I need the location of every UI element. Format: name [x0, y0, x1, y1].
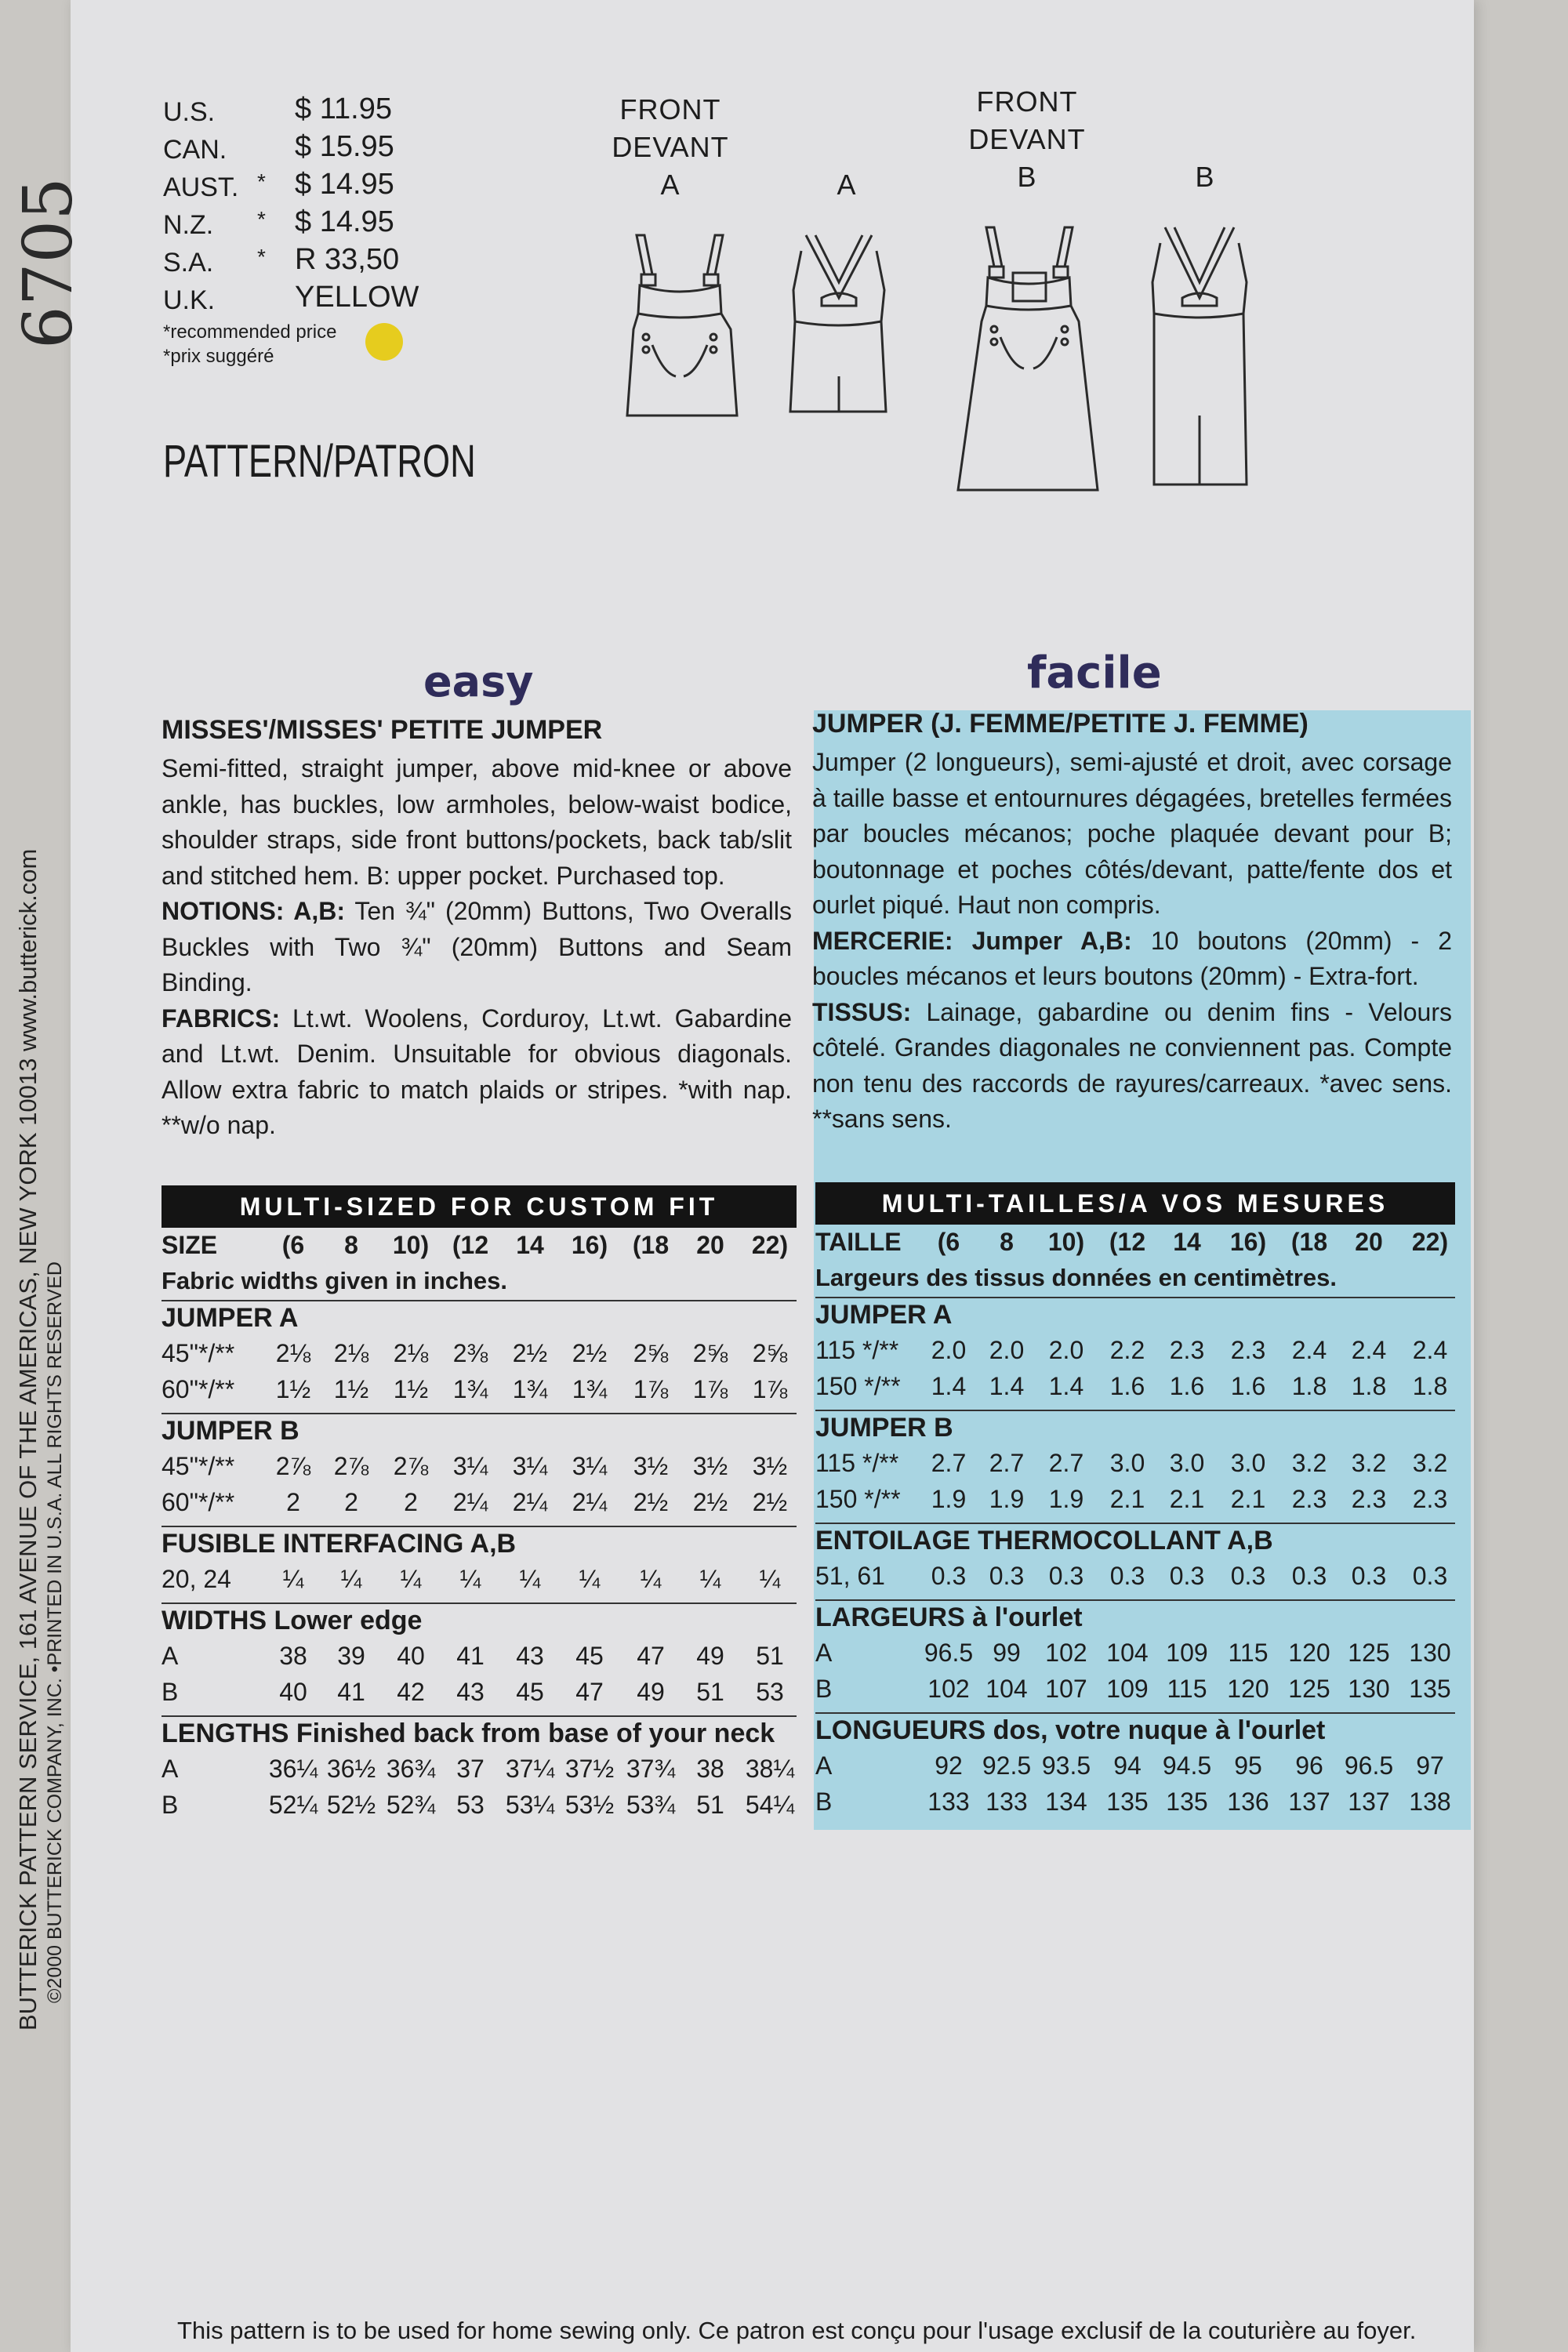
size-value: 22) — [1411, 1228, 1449, 1256]
table-cell: 1.9 — [931, 1485, 967, 1513]
table-cell: 3¼ — [572, 1452, 608, 1480]
table-cell: 130 — [1409, 1639, 1451, 1667]
table-cell: 1½ — [393, 1375, 429, 1403]
size-value: 14 — [1173, 1228, 1201, 1256]
table-cell: 1.4 — [931, 1372, 967, 1400]
table-cell: 134 — [1045, 1788, 1087, 1816]
size-label: SIZE — [162, 1231, 218, 1259]
table-cell: 39 — [337, 1642, 365, 1670]
table-header-bar: MULTI-TAILLES/A VOS MESURES — [815, 1182, 1455, 1225]
table-cell: 2½ — [633, 1488, 669, 1516]
table-divider — [162, 1715, 797, 1717]
table-row — [815, 1788, 1455, 1822]
table-cell: 0.3 — [989, 1562, 1025, 1590]
table-cell: 38 — [279, 1642, 307, 1670]
footer-note: This pattern is to be used for home sewing only. Ce patron est conçu pour l'usage exclusif de la couturière au foyer. — [177, 2317, 1417, 2344]
size-value: 16) — [1229, 1228, 1267, 1256]
table-cell: 133 — [927, 1788, 970, 1816]
table-row — [162, 1339, 797, 1374]
table-cell: 36¼ — [268, 1755, 318, 1783]
table-cell: 52¾ — [386, 1791, 436, 1819]
row-label: 20, 24 — [162, 1565, 231, 1593]
table-cell: 1.8 — [1412, 1372, 1448, 1400]
table-cell: 109 — [1166, 1639, 1208, 1667]
table-cell: 38 — [696, 1755, 724, 1783]
row-label: B — [162, 1791, 179, 1819]
table-row — [162, 1452, 797, 1486]
size-value: 10) — [1047, 1228, 1085, 1256]
row-label: B — [815, 1675, 833, 1703]
table-cell: 3.2 — [1412, 1449, 1448, 1477]
table-divider — [162, 1526, 797, 1527]
table-cell: 2⅞ — [275, 1452, 311, 1480]
price-row — [163, 168, 445, 205]
table-cell: 94.5 — [1162, 1751, 1212, 1780]
size-value: 20 — [696, 1231, 724, 1259]
table-cell: 2.0 — [989, 1336, 1025, 1364]
table-cell: 2.4 — [1291, 1336, 1327, 1364]
size-value: 10) — [392, 1231, 430, 1259]
table-divider — [815, 1410, 1455, 1411]
table-cell: 2.3 — [1351, 1485, 1387, 1513]
table-cell: 1.4 — [1048, 1372, 1084, 1400]
table-cell: 1.9 — [1048, 1485, 1084, 1513]
price-country: N.Z. — [163, 210, 214, 240]
title-en: MISSES'/MISSES' PETITE JUMPER — [162, 715, 603, 745]
table-cell: 2⅝ — [752, 1339, 788, 1367]
table-cell: 2⅞ — [393, 1452, 429, 1480]
table-cell: 133 — [985, 1788, 1028, 1816]
table-row — [162, 1791, 797, 1825]
table-cell: 1½ — [275, 1375, 311, 1403]
copyright-line: ©2000 BUTTERICK COMPANY, INC. •PRINTED IN U.S.A. ALL RIGHTS RESERVED — [44, 1261, 66, 2003]
jumper-b-back-sketch — [1152, 227, 1247, 485]
table-cell: 2⅞ — [333, 1452, 369, 1480]
table-cell: 3.2 — [1291, 1449, 1327, 1477]
table-cell: 2.4 — [1412, 1336, 1448, 1364]
table-cell: 2⅛ — [275, 1339, 311, 1367]
table-cell: 53 — [456, 1791, 485, 1819]
table-cell: 52¼ — [268, 1791, 318, 1819]
table-cell: 51 — [696, 1678, 724, 1706]
table-cell: ¼ — [340, 1565, 362, 1593]
table-row — [815, 1639, 1455, 1673]
table-cell: 45 — [575, 1642, 604, 1670]
table-row — [815, 1336, 1455, 1370]
table-cell: 53 — [756, 1678, 784, 1706]
table-divider — [815, 1297, 1455, 1298]
table-cell: 2 — [404, 1488, 418, 1516]
description-fr: Jumper (2 longueurs), semi-ajusté et droit, avec corsage à taille basse et entournures dégagées, bretelles fermées par boucles mécanos; poche plaquée devant pour B; boutonnage et poches côtés/devant, patte/fente dos et ourlet piqué. Haut non compris. MERCERIE: Jumper A,B: 10 boutons (20mm) - 2 boucles mécanos et leurs boutons (20mm) - Extra-fort. TISSUS: Lainage, gabardine ou denim fins - Velours côtelé. Grandes diagonales ne conviennent pas. Compte non tenu des raccords de rayures/carreaux. *avec sens. **sans sens. — [812, 748, 1453, 1133]
table-cell: 2⅜ — [452, 1339, 488, 1367]
table-cell: 2.7 — [931, 1449, 967, 1477]
table-cell: 53½ — [564, 1791, 615, 1819]
table-cell: 37¾ — [626, 1755, 676, 1783]
table-cell: 1¾ — [452, 1375, 488, 1403]
table-cell: 93.5 — [1041, 1751, 1091, 1780]
table-cell: 0.3 — [1412, 1562, 1448, 1590]
price-value: $ 14.95 — [295, 168, 394, 201]
table-cell: 2.4 — [1351, 1336, 1387, 1364]
table-cell: 137 — [1348, 1788, 1390, 1816]
table-cell: ¼ — [282, 1565, 304, 1593]
description-en: Semi-fitted, straight jumper, above mid-knee or above ankle, has buckles, low armholes, below-waist bodice, shoulder straps, side front buttons/pockets, back tab/slit and stitched hem. B: upper pocket. Purchased top. NOTIONS: A,B: Ten ¾" (20mm) Buttons, Two Overalls Buckles with Two ¾" (20mm) Buttons and Seam Binding. FABRICS: Lt.wt. Woolens, Corduroy, Lt.wt. Gabardine and Lt.wt. Denim. Unsuitable for obvious diagonals. Allow extra fabric to match plaids or stripes. *with nap. **w/o nap. — [162, 754, 793, 1139]
table-cell: 49 — [637, 1678, 665, 1706]
table-cell: ¼ — [759, 1565, 781, 1593]
table-cell: ¼ — [579, 1565, 601, 1593]
fabric-width-note: Largeurs des tissus données en centimètres. — [815, 1264, 1338, 1291]
table-cell: 0.3 — [931, 1562, 967, 1590]
price-row — [163, 205, 445, 243]
table-cell: 1.6 — [1109, 1372, 1145, 1400]
price-country: AUST. — [163, 172, 239, 202]
table-cell: 3.0 — [1109, 1449, 1145, 1477]
table-group-title: JUMPER B — [162, 1416, 299, 1446]
table-cell: 138 — [1409, 1788, 1451, 1816]
price-row — [163, 130, 445, 168]
table-group-title: JUMPER A — [162, 1303, 299, 1333]
title-fr: JUMPER (J. FEMME/PETITE J. FEMME) — [812, 709, 1308, 739]
table-cell: 2⅝ — [692, 1339, 728, 1367]
price-value: $ 11.95 — [295, 93, 392, 125]
table-cell: 120 — [1227, 1675, 1269, 1703]
table-divider — [162, 1413, 797, 1414]
price-country: S.A. — [163, 248, 214, 278]
table-row — [162, 1375, 797, 1410]
table-cell: 42 — [397, 1678, 425, 1706]
table-cell: 3¼ — [512, 1452, 548, 1480]
table-cell: 45 — [516, 1678, 544, 1706]
table-cell: 37¼ — [505, 1755, 555, 1783]
table-cell: 2.0 — [931, 1336, 967, 1364]
table-cell: 125 — [1348, 1639, 1390, 1667]
price-row — [163, 93, 445, 130]
row-label: 115 */** — [815, 1336, 899, 1364]
table-cell: 2.1 — [1109, 1485, 1145, 1513]
table-group-title: JUMPER B — [815, 1413, 953, 1443]
table-cell: 1.9 — [989, 1485, 1025, 1513]
table-cell: 40 — [279, 1678, 307, 1706]
table-cell: 53¾ — [626, 1791, 676, 1819]
table-cell: 49 — [696, 1642, 724, 1670]
table-row — [815, 1485, 1455, 1519]
jumper-a-back-sketch — [790, 235, 886, 412]
table-cell: 3.2 — [1351, 1449, 1387, 1477]
table-row — [815, 1675, 1455, 1709]
table-cell: 92.5 — [982, 1751, 1032, 1780]
table-row — [162, 1565, 797, 1599]
table-group-title: LONGUEURS dos, votre nuque à l'ourlet — [815, 1715, 1326, 1745]
size-value: (6 — [937, 1228, 960, 1256]
table-row — [162, 1488, 797, 1523]
table-cell: 2.3 — [1412, 1485, 1448, 1513]
table-group-title: LARGEURS à l'ourlet — [815, 1602, 1083, 1632]
table-cell: 107 — [1045, 1675, 1087, 1703]
size-row — [815, 1228, 1455, 1262]
table-cell: 2¼ — [452, 1488, 488, 1516]
table-cell: ¼ — [699, 1565, 721, 1593]
table-group-title: WIDTHS Lower edge — [162, 1606, 423, 1635]
table-cell: 125 — [1288, 1675, 1330, 1703]
table-cell: 96.5 — [1344, 1751, 1394, 1780]
table-cell: 2¼ — [572, 1488, 608, 1516]
table-cell: 1½ — [333, 1375, 369, 1403]
row-label: 51, 61 — [815, 1562, 885, 1590]
price-value: YELLOW — [295, 281, 419, 314]
row-label: B — [162, 1678, 179, 1706]
table-cell: 96 — [1295, 1751, 1323, 1780]
table-cell: 102 — [927, 1675, 970, 1703]
price-star: * — [257, 169, 266, 194]
table-cell: 0.3 — [1169, 1562, 1205, 1590]
table-cell: 41 — [456, 1642, 485, 1670]
price-star: * — [257, 245, 266, 269]
size-value: 8 — [1000, 1228, 1014, 1256]
size-value: (6 — [281, 1231, 305, 1259]
table-row — [815, 1562, 1455, 1596]
fabric-width-note: Fabric widths given in inches. — [162, 1267, 507, 1294]
row-label: A — [162, 1642, 179, 1670]
size-value: (12 — [1109, 1228, 1146, 1256]
size-value: (18 — [632, 1231, 670, 1259]
price-country: U.K. — [163, 285, 216, 315]
row-label: A — [815, 1751, 833, 1780]
table-cell: 95 — [1234, 1751, 1262, 1780]
table-cell: 36½ — [326, 1755, 376, 1783]
table-cell: 102 — [1045, 1639, 1087, 1667]
size-value: 8 — [344, 1231, 358, 1259]
table-cell: 3½ — [752, 1452, 788, 1480]
publisher-address: BUTTERICK PATTERN SERVICE, 161 AVENUE OF THE AMERICAS, NEW YORK 10013 www.butterick.com — [14, 848, 42, 2031]
table-cell: 37½ — [564, 1755, 615, 1783]
table-cell: 2½ — [512, 1339, 548, 1367]
table-cell: 96.5 — [924, 1639, 974, 1667]
level-en: easy — [423, 657, 534, 706]
size-row — [162, 1231, 797, 1265]
table-cell: 1⅞ — [633, 1375, 669, 1403]
row-label: 60"*/** — [162, 1375, 235, 1403]
table-cell: 97 — [1416, 1751, 1444, 1780]
jumper-a-front-sketch — [627, 235, 737, 416]
size-label: TAILLE — [815, 1228, 902, 1256]
table-cell: 2.0 — [1048, 1336, 1084, 1364]
table-cell: ¼ — [400, 1565, 422, 1593]
table-cell: 1.8 — [1291, 1372, 1327, 1400]
table-cell: 1.6 — [1169, 1372, 1205, 1400]
table-cell: 2.3 — [1291, 1485, 1327, 1513]
table-cell: 2 — [286, 1488, 300, 1516]
table-cell: 2⅛ — [393, 1339, 429, 1367]
table-row — [815, 1751, 1455, 1786]
table-cell: 2⅝ — [633, 1339, 669, 1367]
table-cell: 92 — [935, 1751, 963, 1780]
table-cell: 135 — [1409, 1675, 1451, 1703]
table-divider — [162, 1602, 797, 1604]
price-value: $ 15.95 — [295, 130, 394, 163]
size-value: (12 — [452, 1231, 489, 1259]
table-cell: 0.3 — [1291, 1562, 1327, 1590]
table-cell: 3¼ — [452, 1452, 488, 1480]
table-cell: 1.6 — [1230, 1372, 1266, 1400]
price-star: * — [257, 207, 266, 231]
table-cell: 47 — [575, 1678, 604, 1706]
table-cell: 2½ — [572, 1339, 608, 1367]
table-cell: 3½ — [692, 1452, 728, 1480]
table-cell: 1¾ — [572, 1375, 608, 1403]
table-divider — [162, 1300, 797, 1301]
table-cell: 2 — [344, 1488, 358, 1516]
row-label: A — [162, 1755, 179, 1783]
price-value: $ 14.95 — [295, 205, 394, 238]
table-group-title: FUSIBLE INTERFACING A,B — [162, 1529, 517, 1559]
table-cell: 120 — [1288, 1639, 1330, 1667]
view-label-back-b: B — [1195, 161, 1215, 193]
table-cell: 40 — [397, 1642, 425, 1670]
table-row — [162, 1642, 797, 1676]
size-value: (18 — [1290, 1228, 1328, 1256]
pattern-number: 6705 — [9, 177, 88, 349]
table-cell: 2.7 — [989, 1449, 1025, 1477]
yellow-dot-icon — [365, 323, 403, 361]
row-label: 45"*/** — [162, 1452, 235, 1480]
table-cell: 52½ — [326, 1791, 376, 1819]
jumper-b-front-sketch — [958, 227, 1098, 490]
size-value: 20 — [1355, 1228, 1383, 1256]
table-row — [162, 1755, 797, 1789]
table-cell: 51 — [756, 1642, 784, 1670]
row-label: 60"*/** — [162, 1488, 235, 1516]
table-cell: 1¾ — [512, 1375, 548, 1403]
table-cell: 53¼ — [505, 1791, 555, 1819]
price-row — [163, 243, 445, 281]
row-label: A — [815, 1639, 833, 1667]
table-cell: 3.0 — [1230, 1449, 1266, 1477]
table-cell: 0.3 — [1351, 1562, 1387, 1590]
table-cell: 3½ — [633, 1452, 669, 1480]
size-value: 16) — [571, 1231, 608, 1259]
table-cell: 115 — [1167, 1675, 1207, 1703]
table-cell: 1.8 — [1351, 1372, 1387, 1400]
table-divider — [815, 1712, 1455, 1714]
table-cell: 2.3 — [1230, 1336, 1266, 1364]
table-cell: 2¼ — [512, 1488, 548, 1516]
row-label: 150 */** — [815, 1485, 901, 1513]
table-cell: 135 — [1166, 1788, 1208, 1816]
table-cell: 2.1 — [1230, 1485, 1266, 1513]
garment-sketches — [596, 220, 1301, 502]
table-group-title: ENTOILAGE THERMOCOLLANT A,B — [815, 1526, 1273, 1555]
table-cell: 104 — [1106, 1639, 1149, 1667]
table-row — [815, 1372, 1455, 1406]
table-group-title: JUMPER A — [815, 1300, 953, 1330]
table-divider — [815, 1599, 1455, 1601]
table-cell: ¼ — [459, 1565, 481, 1593]
table-cell: 130 — [1348, 1675, 1390, 1703]
price-country: U.S. — [163, 97, 216, 127]
table-cell: 2.7 — [1048, 1449, 1084, 1477]
table-cell: 36¾ — [386, 1755, 436, 1783]
size-value: 14 — [516, 1231, 544, 1259]
table-cell: 1⅞ — [692, 1375, 728, 1403]
table-cell: 115 — [1228, 1639, 1269, 1667]
table-cell: 51 — [696, 1791, 724, 1819]
table-cell: ¼ — [640, 1565, 662, 1593]
table-row — [162, 1678, 797, 1712]
price-country: CAN. — [163, 135, 227, 165]
view-label-front-a: FRONT DEVANT A — [612, 93, 729, 201]
table-cell: 0.3 — [1048, 1562, 1084, 1590]
table-cell: 94 — [1113, 1751, 1142, 1780]
table-header-bar: MULTI-SIZED FOR CUSTOM FIT — [162, 1185, 797, 1228]
row-label: 150 */** — [815, 1372, 901, 1400]
table-cell: 2½ — [752, 1488, 788, 1516]
view-label-back-a: A — [837, 169, 857, 201]
table-cell: 1.4 — [989, 1372, 1025, 1400]
table-cell: 136 — [1227, 1788, 1269, 1816]
table-cell: 0.3 — [1109, 1562, 1145, 1590]
table-cell: 137 — [1288, 1788, 1330, 1816]
price-note-en: *recommended price — [163, 321, 337, 343]
table-cell: 47 — [637, 1642, 665, 1670]
table-cell: 43 — [516, 1642, 544, 1670]
price-value: R 33,50 — [295, 243, 400, 276]
table-divider — [815, 1523, 1455, 1524]
table-cell: 109 — [1106, 1675, 1149, 1703]
table-cell: 41 — [337, 1678, 365, 1706]
price-note-fr: *prix suggéré — [163, 346, 274, 367]
level-fr: facile — [1027, 648, 1162, 699]
table-cell: 2.1 — [1169, 1485, 1205, 1513]
table-group-title: LENGTHS Finished back from base of your neck — [162, 1719, 775, 1748]
table-cell: 2.3 — [1169, 1336, 1205, 1364]
price-row — [163, 281, 445, 318]
table-cell: 0.3 — [1230, 1562, 1266, 1590]
table-cell: 2½ — [692, 1488, 728, 1516]
table-cell: 37 — [456, 1755, 485, 1783]
view-label-front-b: FRONT DEVANT B — [968, 85, 1086, 193]
row-label: 45"*/** — [162, 1339, 235, 1367]
table-cell: 43 — [456, 1678, 485, 1706]
table-cell: ¼ — [519, 1565, 541, 1593]
table-cell: 1⅞ — [752, 1375, 788, 1403]
table-cell: 2.2 — [1109, 1336, 1145, 1364]
table-row — [815, 1449, 1455, 1483]
table-cell: 38¼ — [745, 1755, 795, 1783]
table-cell: 3.0 — [1169, 1449, 1205, 1477]
table-cell: 135 — [1106, 1788, 1149, 1816]
table-cell: 99 — [993, 1639, 1021, 1667]
pattern-label: PATTERN/PATRON — [163, 436, 476, 487]
size-value: 22) — [751, 1231, 789, 1259]
table-cell: 54¼ — [745, 1791, 795, 1819]
table-cell: 104 — [985, 1675, 1028, 1703]
row-label: B — [815, 1788, 833, 1816]
row-label: 115 */** — [815, 1449, 899, 1477]
table-cell: 2⅛ — [333, 1339, 369, 1367]
